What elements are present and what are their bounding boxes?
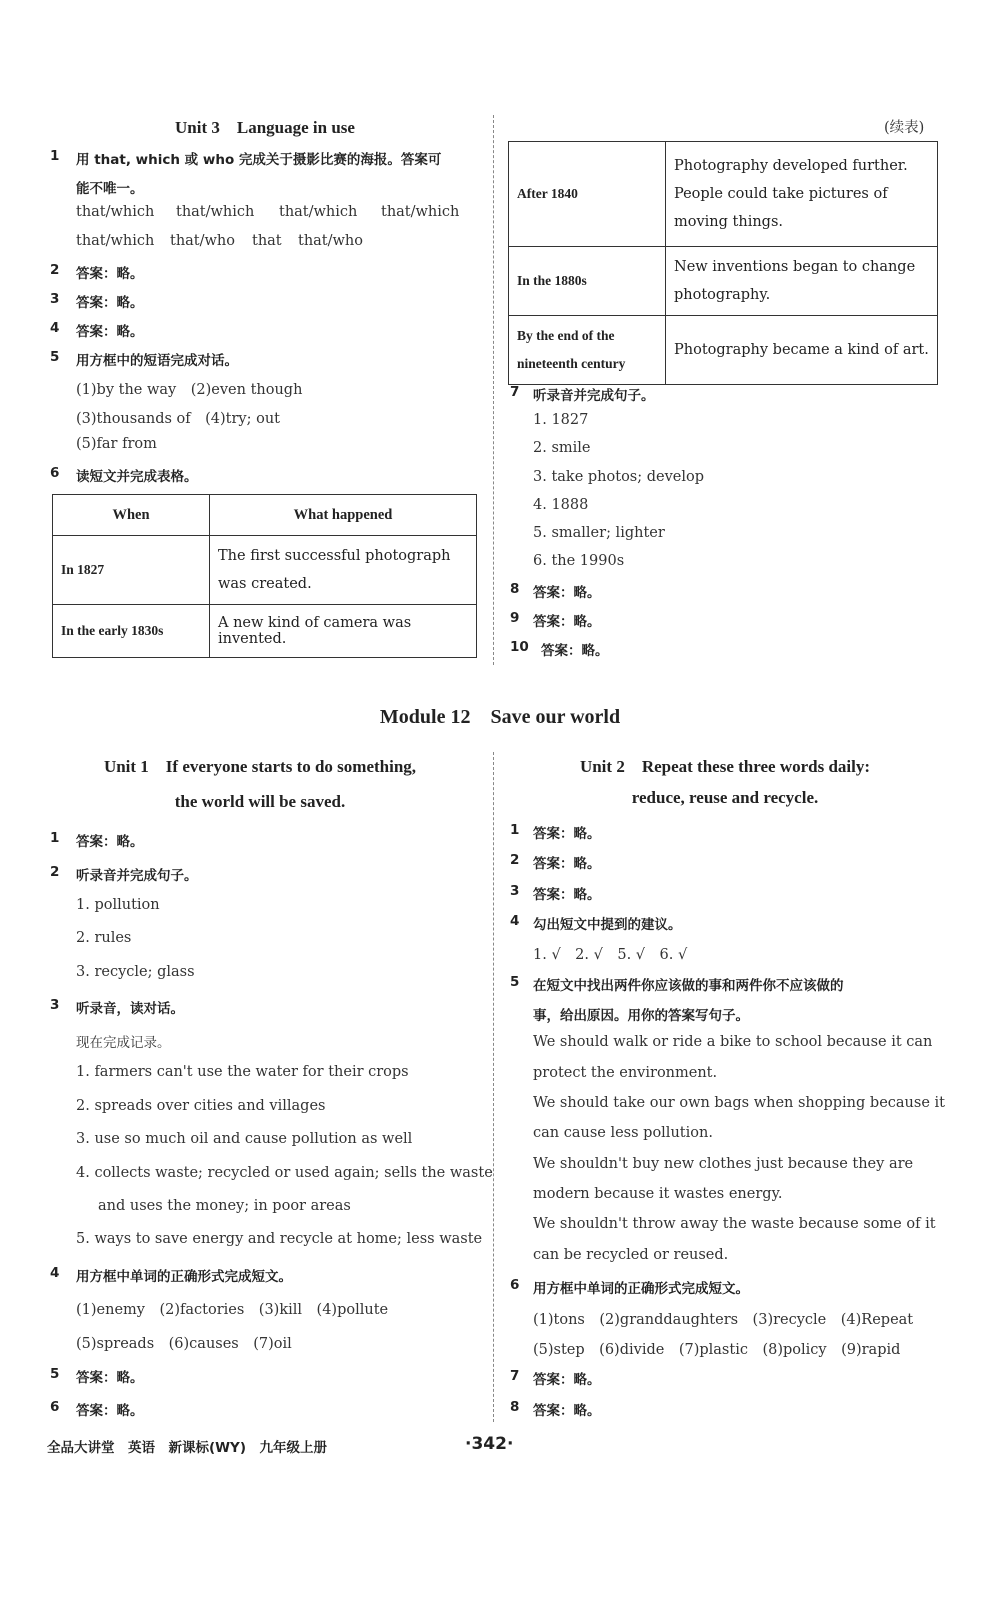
question-number: 2 — [50, 864, 60, 880]
question-number: 6 — [50, 1399, 60, 1415]
q5-answer: We should walk or ride a bike to school because it can — [533, 1034, 933, 1050]
question-number: 3 — [50, 291, 60, 307]
q7-answer: 3. take photos; develop — [533, 469, 705, 485]
q6-answer: (5)step (6)divide (7)plastic (8)policy (9)rapid — [533, 1342, 901, 1358]
q7-answer: 6. the 1990s — [533, 553, 625, 569]
q7-answer: 5. smaller; lighter — [533, 525, 665, 541]
unit2-title: Unit 2 Repeat these three words daily: — [579, 757, 871, 776]
table-cell-what: Photography became a kind of art. — [666, 316, 938, 385]
table-row — [509, 316, 938, 385]
q7-answer: 4. 1888 — [533, 497, 589, 513]
q5-answer: We should take our own bags when shopping because it — [533, 1095, 945, 1111]
q2-answer: 3. recycle; glass — [76, 964, 195, 980]
q1-answer: that/which — [381, 204, 460, 220]
q5-answer: can cause less pollution. — [533, 1125, 713, 1141]
question-number: 7 — [510, 1368, 520, 1384]
question-number: 5 — [510, 974, 520, 990]
table-cell-when: By the end of the nineteenth century — [509, 316, 666, 385]
q8-answer: 答案：略。 — [533, 1403, 601, 1419]
question-number: 4 — [510, 913, 520, 929]
q2-answer: 1. pollution — [76, 897, 160, 913]
q1-answer: that/which — [176, 204, 255, 220]
question-number: 4 — [50, 320, 60, 336]
table-cell-when: In the early 1830s — [53, 605, 210, 658]
q3-answer: 3. use so much oil and cause pollution as well — [76, 1131, 413, 1147]
q5-answer: (1)by the way (2)even though — [76, 382, 303, 398]
question-number: 2 — [510, 852, 520, 868]
question-number: 5 — [50, 1366, 60, 1382]
q1-prompt-cont: 能不唯一。 — [76, 181, 144, 197]
q2-answer: 答案：略。 — [76, 266, 144, 282]
q6-answer: (1)tons (2)granddaughters (3)recycle (4)Repeat — [533, 1312, 914, 1328]
q1-answer: that — [252, 233, 282, 249]
q1-answer: that/which — [279, 204, 358, 220]
question-number: 1 — [510, 822, 520, 838]
q3-subprompt: 现在完成记录。 — [76, 1035, 171, 1051]
table-cell-what — [666, 142, 938, 247]
q2-answer: 答案：略。 — [533, 856, 601, 872]
question-number: 3 — [50, 997, 60, 1013]
q5-answer: We shouldn't throw away the waste because some of it — [533, 1216, 936, 1232]
question-number: 6 — [510, 1277, 520, 1293]
q10-answer: 答案：略。 — [541, 643, 609, 659]
column-divider — [493, 115, 494, 665]
q4-answer: 1. √ 2. √ 5. √ 6. √ — [533, 947, 688, 963]
q3-answer: 答案：略。 — [76, 295, 144, 311]
q3-prompt: 听录音，读对话。 — [76, 1001, 184, 1017]
table-cell-what: New inventions began to change photography. — [666, 247, 938, 316]
table-cell-what: The first successful photograph was created. — [210, 536, 477, 605]
q5-answer: (3)thousands of (4)try; out — [76, 411, 281, 427]
q1-answer: that/who — [298, 233, 364, 249]
question-number: 7 — [510, 384, 520, 400]
q3-answer: 1. farmers can't use the water for their crops — [76, 1064, 409, 1080]
question-number: 1 — [50, 830, 60, 846]
q5-answer: 答案：略。 — [76, 1370, 144, 1386]
page-number: ·342· — [465, 1434, 514, 1454]
q5-answer: protect the environment. — [533, 1065, 718, 1081]
question-number: 1 — [50, 148, 60, 164]
q5-prompt: 在短文中找出两件你应该做的事和两件你不应该做的 — [533, 978, 844, 994]
q3-answer: 2. spreads over cities and villages — [76, 1098, 326, 1114]
q3-answer: 4. collects waste; recycled or used again; sells the waste — [76, 1165, 493, 1181]
history-table — [52, 494, 477, 658]
question-number: 3 — [510, 883, 520, 899]
question-number: 8 — [510, 1399, 520, 1415]
q5-answer: modern because it wastes energy. — [533, 1186, 783, 1202]
table-row — [53, 536, 477, 605]
q5-answer: (5)far from — [76, 436, 157, 452]
q6-prompt: 用方框中单词的正确形式完成短文。 — [533, 1281, 749, 1297]
q1-answer: 答案：略。 — [533, 826, 601, 842]
table-cell-line: People could take pictures of moving things. — [674, 186, 888, 230]
table-cell-when: In the 1880s — [509, 247, 666, 316]
history-table-continued — [508, 141, 938, 385]
q1-answer: 答案：略。 — [76, 834, 144, 850]
question-number: 4 — [50, 1265, 60, 1281]
table-cell-when: After 1840 — [509, 142, 666, 247]
continued-label: (续表) — [884, 120, 925, 136]
q1-prompt: 用 that, which 或 who 完成关于摄影比赛的海报。答案可 — [76, 152, 442, 168]
q7-prompt: 听录音并完成句子。 — [533, 388, 655, 404]
q3-answer: 5. ways to save energy and recycle at home; less waste — [76, 1231, 483, 1247]
q2-prompt: 听录音并完成句子。 — [76, 868, 198, 884]
q5-answer: can be recycled or reused. — [533, 1247, 729, 1263]
question-number: 6 — [50, 465, 60, 481]
q1-answer: that/who — [170, 233, 236, 249]
q2-answer: 2. rules — [76, 930, 132, 946]
unit3-title: Unit 3 Language in use — [175, 118, 355, 137]
unit1-title: Unit 1 If everyone starts to do something, — [103, 757, 417, 776]
q4-answer: (5)spreads (6)causes (7)oil — [76, 1336, 292, 1352]
q3-answer: and uses the money; in poor areas — [98, 1198, 351, 1214]
q3-answer: 答案：略。 — [533, 887, 601, 903]
unit1-title-cont: the world will be saved. — [174, 792, 346, 811]
q4-answer: 答案：略。 — [76, 324, 144, 340]
table-row — [509, 247, 938, 316]
q6-prompt: 读短文并完成表格。 — [76, 469, 198, 485]
question-number: 2 — [50, 262, 60, 278]
question-number: 5 — [50, 349, 60, 365]
column-divider — [493, 752, 494, 1422]
question-number: 9 — [510, 610, 520, 626]
q7-answer: 1. 1827 — [533, 412, 589, 428]
table-row — [509, 142, 938, 247]
q5-prompt-cont: 事，给出原因。用你的答案写句子。 — [533, 1008, 749, 1024]
table-header: What happened — [210, 495, 477, 536]
q5-prompt: 用方框中的短语完成对话。 — [76, 353, 238, 369]
question-number: 10 — [510, 639, 529, 655]
table-cell-what: A new kind of camera was invented. — [210, 605, 477, 658]
q6-answer: 答案：略。 — [76, 1403, 144, 1419]
module-title: Module 12 Save our world — [379, 706, 621, 728]
footer-book-title: 全品大讲堂 英语 新课标(WY) 九年级上册 — [47, 1440, 328, 1456]
q4-answer: (1)enemy (2)factories (3)kill (4)pollute — [76, 1302, 389, 1318]
unit2-title-cont: reduce, reuse and recycle. — [631, 788, 819, 807]
q7-answer: 答案：略。 — [533, 1372, 601, 1388]
table-cell-when: In 1827 — [53, 536, 210, 605]
q4-prompt: 勾出短文中提到的建议。 — [533, 917, 682, 933]
q4-prompt: 用方框中单词的正确形式完成短文。 — [76, 1269, 292, 1285]
q9-answer: 答案：略。 — [533, 614, 601, 630]
q8-answer: 答案：略。 — [533, 585, 601, 601]
q1-answer: that/which — [76, 233, 155, 249]
question-number: 8 — [510, 581, 520, 597]
q7-answer: 2. smile — [533, 440, 591, 456]
table-row — [53, 605, 477, 658]
q1-answer: that/which — [76, 204, 155, 220]
table-header: When — [53, 495, 210, 536]
table-cell-line: Photography developed further. — [674, 158, 908, 174]
q5-answer: We shouldn't buy new clothes just because they are — [533, 1156, 914, 1172]
